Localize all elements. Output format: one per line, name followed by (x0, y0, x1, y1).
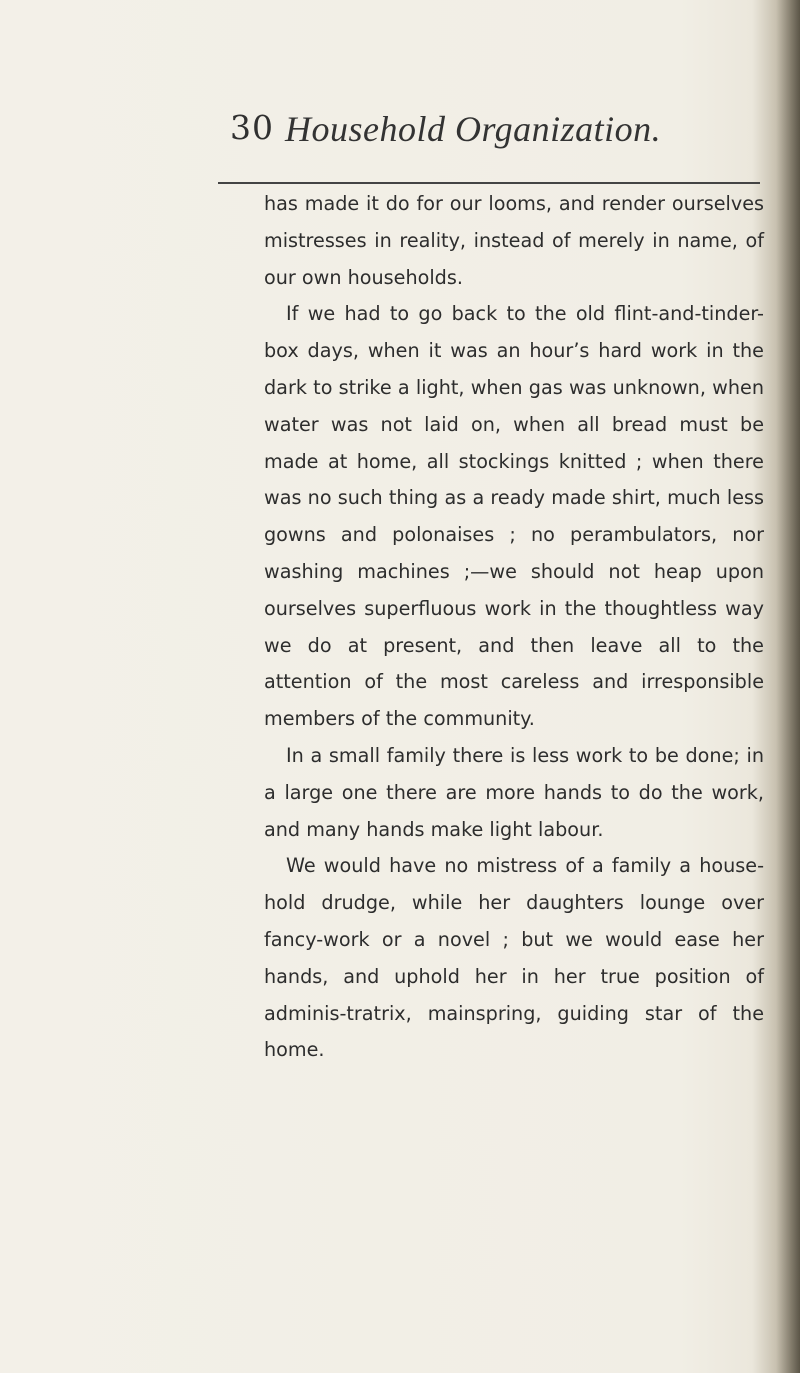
paragraph: In a small family there is less work to be done; in a large one there are more hands to do the work, and many hands make light labour. (264, 743, 764, 841)
body-text (264, 186, 764, 1069)
paragraph: has made it do for our looms, and render ourselves mistresses in reality, instead of merely in name, of our own households. (264, 192, 764, 289)
paragraph: If we had to go back to the old flint-and-tinder-box days, when it was an hour’s hard work in the dark to strike a light, when gas was unknown, when water was not laid on, when all bread must be made at home, all stockings knitted ; when there was no such thing as a ready made shirt, much less gowns and polonaises ; no perambulators, nor washing machines ;—we should not heap upon ourselves superfluous work in the thoughtless way we do at present, and then leave all to the attention of the most careless and irresponsible members of the community. (264, 302, 764, 731)
page-number: 30 (230, 108, 274, 147)
paragraph: We would have no mistress of a family a house-hold drudge, while her daughters lounge over fancy-work or a novel ; but we would ease her hands, and uphold her in her true position of adminis-tratrix, mainspring, guiding star of the home. (264, 854, 764, 1062)
running-head: Household Organization. (285, 109, 662, 149)
header-rule (218, 182, 760, 184)
